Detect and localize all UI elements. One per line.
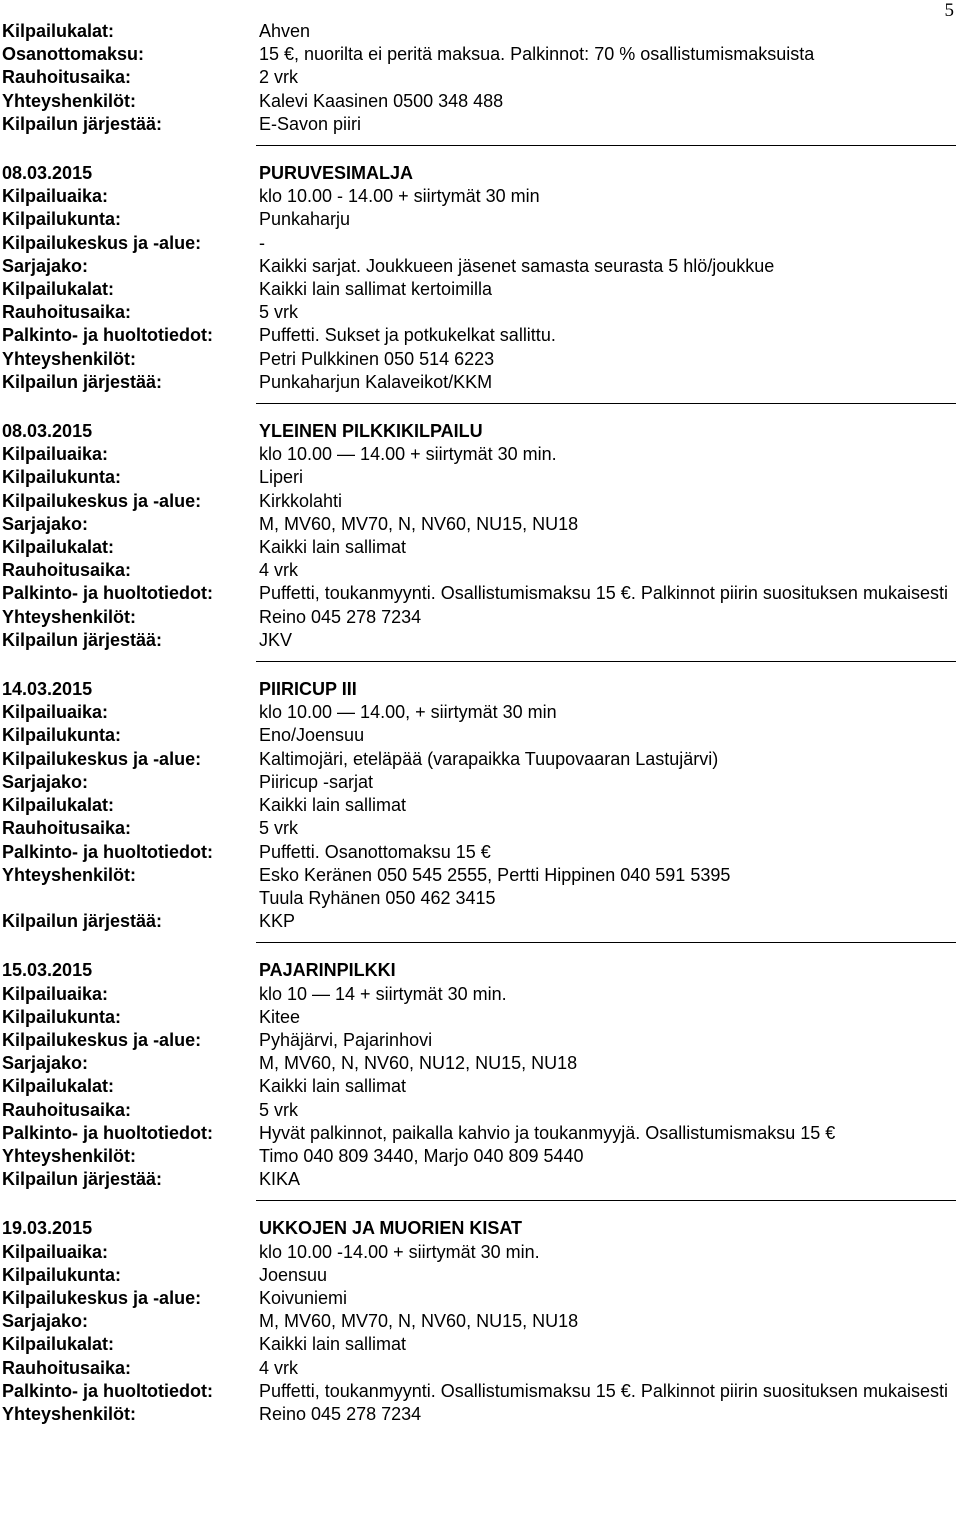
event-date: 14.03.2015 bbox=[2, 679, 93, 700]
field-value: 5 vrk bbox=[259, 818, 299, 839]
field-row bbox=[2, 606, 956, 629]
field-value: 15 €, nuorilta ei peritä maksua. Palkinnot: 70 % osallistumismaksuista bbox=[259, 44, 815, 65]
field-row bbox=[2, 864, 956, 910]
section-divider bbox=[256, 942, 956, 943]
field-row bbox=[2, 113, 956, 136]
field-value: Kaikki lain sallimat bbox=[259, 1076, 407, 1097]
field-label: Sarjajako: bbox=[2, 513, 89, 534]
field-label: Rauhoitusaika: bbox=[2, 1357, 132, 1378]
field-row bbox=[2, 1357, 956, 1380]
field-row bbox=[2, 1241, 956, 1264]
section-divider bbox=[256, 403, 956, 404]
event-title: PURUVESIMALJA bbox=[259, 163, 414, 184]
field-row bbox=[2, 20, 956, 43]
field-value: Liperi bbox=[259, 467, 304, 488]
field-row bbox=[2, 582, 956, 605]
field-label: Kilpailun järjestää: bbox=[2, 629, 163, 650]
field-value: Piiricup -sarjat bbox=[259, 771, 374, 792]
competition-entry bbox=[2, 162, 956, 404]
field-value: M, MV60, MV70, N, NV60, NU15, NU18 bbox=[259, 513, 579, 534]
field-value: Punkaharju bbox=[259, 209, 351, 230]
field-row bbox=[2, 841, 956, 864]
field-row bbox=[2, 371, 956, 394]
field-label: Yhteyshenkilöt: bbox=[2, 1403, 137, 1424]
field-value: Kirkkolahti bbox=[259, 490, 343, 511]
event-title-row bbox=[2, 678, 956, 701]
field-value: Esko Keränen 050 545 2555, Pertti Hippinen 040 591 5395 Tuula Ryhänen 050 462 3415 bbox=[259, 864, 731, 908]
field-value: Reino 045 278 7234 bbox=[259, 606, 422, 627]
field-label: Sarjajako: bbox=[2, 1311, 89, 1332]
field-value: - bbox=[259, 232, 265, 253]
field-label: Kilpailukunta: bbox=[2, 725, 122, 746]
field-label: Palkinto- ja huoltotiedot: bbox=[2, 325, 213, 346]
field-label: Yhteyshenkilöt: bbox=[2, 864, 137, 885]
field-row bbox=[2, 278, 956, 301]
field-label: Kilpailun järjestää: bbox=[2, 371, 163, 392]
field-label: Kilpailukeskus ja -alue: bbox=[2, 748, 202, 769]
competition-entry bbox=[2, 959, 956, 1201]
field-value: M, MV60, N, NV60, NU12, NU15, NU18 bbox=[259, 1053, 578, 1074]
field-row bbox=[2, 1380, 956, 1403]
field-value: Koivuniemi bbox=[259, 1287, 348, 1308]
field-row bbox=[2, 1168, 956, 1191]
field-label: Kilpailukalat: bbox=[2, 21, 115, 41]
field-row bbox=[2, 43, 956, 66]
field-row bbox=[2, 794, 956, 817]
field-label: Kilpailukalat: bbox=[2, 537, 115, 558]
field-row bbox=[2, 771, 956, 794]
competition-entry bbox=[2, 1217, 956, 1426]
field-value: KKP bbox=[259, 911, 296, 932]
field-label: Palkinto- ja huoltotiedot: bbox=[2, 1380, 213, 1401]
field-label: Kilpailuaika: bbox=[2, 1241, 109, 1262]
field-label: Kilpailuaika: bbox=[2, 444, 109, 465]
field-label: Rauhoitusaika: bbox=[2, 302, 132, 323]
field-value: Punkaharjun Kalaveikot/KKM bbox=[259, 371, 493, 392]
field-value: KIKA bbox=[259, 1169, 301, 1190]
field-value: Kaikki lain sallimat bbox=[259, 1334, 407, 1355]
event-title: PIIRICUP III bbox=[259, 679, 357, 700]
field-value: 4 vrk bbox=[259, 1357, 299, 1378]
field-label: Kilpailukunta: bbox=[2, 1264, 122, 1285]
field-row bbox=[2, 536, 956, 559]
field-value: Kaikki lain sallimat kertoimilla bbox=[259, 279, 493, 300]
event-title: YLEINEN PILKKIKILPAILU bbox=[259, 421, 483, 442]
event-title: PAJARINPILKKI bbox=[259, 960, 396, 981]
field-label: Kilpailukalat: bbox=[2, 279, 115, 300]
field-label: Kilpailukeskus ja -alue: bbox=[2, 1029, 202, 1050]
event-date: 08.03.2015 bbox=[2, 163, 93, 184]
field-row bbox=[2, 66, 956, 89]
field-row bbox=[2, 90, 956, 113]
event-title-row bbox=[2, 162, 956, 185]
competition-list bbox=[2, 162, 956, 1426]
field-label: Kilpailukeskus ja -alue: bbox=[2, 490, 202, 511]
field-label: Sarjajako: bbox=[2, 255, 89, 276]
field-value: Ahven bbox=[259, 21, 311, 41]
event-title-row bbox=[2, 420, 956, 443]
field-value: Timo 040 809 3440, Marjo 040 809 5440 bbox=[259, 1145, 584, 1166]
field-label: Kilpailukalat: bbox=[2, 1076, 115, 1097]
field-row bbox=[2, 983, 956, 1006]
page-number: 5 bbox=[944, 0, 954, 21]
field-row bbox=[2, 466, 956, 489]
field-value: Reino 045 278 7234 bbox=[259, 1403, 422, 1424]
field-row bbox=[2, 490, 956, 513]
field-value: Petri Pulkkinen 050 514 6223 bbox=[259, 348, 495, 369]
field-value: Puffetti. Osanottomaksu 15 € bbox=[259, 841, 491, 862]
field-label: Kilpailuaika: bbox=[2, 983, 109, 1004]
event-date: 08.03.2015 bbox=[2, 421, 93, 442]
competition-entry bbox=[2, 678, 956, 943]
field-row bbox=[2, 910, 956, 933]
field-label: Sarjajako: bbox=[2, 771, 89, 792]
field-row bbox=[2, 1287, 956, 1310]
field-value: klo 10.00 — 14.00, + siirtymät 30 min bbox=[259, 702, 557, 723]
field-value: klo 10.00 — 14.00 + siirtymät 30 min. bbox=[259, 444, 557, 465]
competition-entry bbox=[2, 420, 956, 662]
field-label: Rauhoitusaika: bbox=[2, 818, 132, 839]
field-label: Kilpailun järjestää: bbox=[2, 113, 163, 134]
field-value: klo 10 — 14 + siirtymät 30 min. bbox=[259, 983, 507, 1004]
field-value: M, MV60, MV70, N, NV60, NU15, NU18 bbox=[259, 1311, 579, 1332]
field-row bbox=[2, 301, 956, 324]
field-row bbox=[2, 817, 956, 840]
event-title: UKKOJEN JA MUORIEN KISAT bbox=[259, 1218, 523, 1239]
field-row bbox=[2, 1075, 956, 1098]
field-label: Kilpailukeskus ja -alue: bbox=[2, 1287, 202, 1308]
field-value: Puffetti, toukanmyynti. Osallistumismaksu 15 €. Palkinnot piirin suosituksen mukaisesti bbox=[259, 1380, 948, 1401]
field-row bbox=[2, 185, 956, 208]
field-label: Yhteyshenkilöt: bbox=[2, 606, 137, 627]
section-divider bbox=[256, 661, 956, 662]
field-label: Yhteyshenkilöt: bbox=[2, 348, 137, 369]
section-divider bbox=[256, 145, 956, 146]
field-row bbox=[2, 748, 956, 771]
field-value: Kaltimojäri, eteläpää (varapaikka Tuupovaaran Lastujärvi) bbox=[259, 748, 719, 769]
field-label: Palkinto- ja huoltotiedot: bbox=[2, 583, 213, 604]
field-label: Kilpailun järjestää: bbox=[2, 1169, 163, 1190]
field-value: Kaikki lain sallimat bbox=[259, 795, 407, 816]
field-value: Pyhäjärvi, Pajarinhovi bbox=[259, 1029, 433, 1050]
field-value: Kitee bbox=[259, 1006, 301, 1027]
field-value: klo 10.00 - 14.00 + siirtymät 30 min bbox=[259, 186, 540, 207]
field-row bbox=[2, 1006, 956, 1029]
field-row bbox=[2, 724, 956, 747]
field-label: Palkinto- ja huoltotiedot: bbox=[2, 1122, 213, 1143]
field-label: Kilpailuaika: bbox=[2, 186, 109, 207]
field-row bbox=[2, 1310, 956, 1333]
field-value: Eno/Joensuu bbox=[259, 725, 365, 746]
field-value: 4 vrk bbox=[259, 560, 299, 581]
field-row bbox=[2, 232, 956, 255]
field-value: JKV bbox=[259, 629, 293, 650]
field-row bbox=[2, 1403, 956, 1426]
field-row bbox=[2, 348, 956, 371]
field-label: Kilpailun järjestää: bbox=[2, 911, 163, 932]
field-row bbox=[2, 1333, 956, 1356]
event-title-row bbox=[2, 1217, 956, 1240]
event-date: 15.03.2015 bbox=[2, 960, 93, 981]
field-value: klo 10.00 -14.00 + siirtymät 30 min. bbox=[259, 1241, 540, 1262]
field-row bbox=[2, 629, 956, 652]
field-value: 5 vrk bbox=[259, 302, 299, 323]
field-row bbox=[2, 513, 956, 536]
field-value: Kalevi Kaasinen 0500 348 488 bbox=[259, 90, 504, 111]
field-row bbox=[2, 1122, 956, 1145]
field-row bbox=[2, 1099, 956, 1122]
field-row bbox=[2, 324, 956, 347]
field-row bbox=[2, 1029, 956, 1052]
field-value: Hyvät palkinnot, paikalla kahvio ja toukanmyyjä. Osallistumismaksu 15 € bbox=[259, 1122, 836, 1143]
field-row bbox=[2, 1052, 956, 1075]
field-label: Kilpailukunta: bbox=[2, 209, 122, 230]
field-label: Kilpailukalat: bbox=[2, 1334, 115, 1355]
field-row bbox=[2, 443, 956, 466]
field-value: E-Savon piiri bbox=[259, 113, 362, 134]
field-value: 2 vrk bbox=[259, 67, 299, 88]
field-label: Rauhoitusaika: bbox=[2, 560, 132, 581]
field-label: Sarjajako: bbox=[2, 1053, 89, 1074]
field-label: Osanottomaksu: bbox=[2, 44, 145, 65]
document-body bbox=[2, 20, 956, 1426]
field-value: Kaikki lain sallimat bbox=[259, 537, 407, 558]
field-value: Puffetti, toukanmyynti. Osallistumismaksu 15 €. Palkinnot piirin suosituksen mukaisesti bbox=[259, 583, 948, 604]
event-title-row bbox=[2, 959, 956, 982]
field-row bbox=[2, 208, 956, 231]
field-row bbox=[2, 559, 956, 582]
field-value: Joensuu bbox=[259, 1264, 328, 1285]
header-block bbox=[2, 20, 956, 146]
field-label: Kilpailuaika: bbox=[2, 702, 109, 723]
field-label: Rauhoitusaika: bbox=[2, 1099, 132, 1120]
field-value: Kaikki sarjat. Joukkueen jäsenet samasta seurasta 5 hlö/joukkue bbox=[259, 255, 775, 276]
field-row bbox=[2, 701, 956, 724]
field-row bbox=[2, 255, 956, 278]
field-label: Kilpailukunta: bbox=[2, 467, 122, 488]
field-label: Rauhoitusaika: bbox=[2, 67, 132, 88]
field-value: Puffetti. Sukset ja potkukelkat sallittu. bbox=[259, 325, 556, 346]
field-label: Yhteyshenkilöt: bbox=[2, 90, 137, 111]
field-label: Kilpailukalat: bbox=[2, 795, 115, 816]
section-divider bbox=[256, 1200, 956, 1201]
field-label: Kilpailukeskus ja -alue: bbox=[2, 232, 202, 253]
event-date: 19.03.2015 bbox=[2, 1218, 93, 1239]
field-label: Palkinto- ja huoltotiedot: bbox=[2, 841, 213, 862]
field-row bbox=[2, 1264, 956, 1287]
field-label: Kilpailukunta: bbox=[2, 1006, 122, 1027]
field-row bbox=[2, 1145, 956, 1168]
field-value: 5 vrk bbox=[259, 1099, 299, 1120]
field-label: Yhteyshenkilöt: bbox=[2, 1145, 137, 1166]
